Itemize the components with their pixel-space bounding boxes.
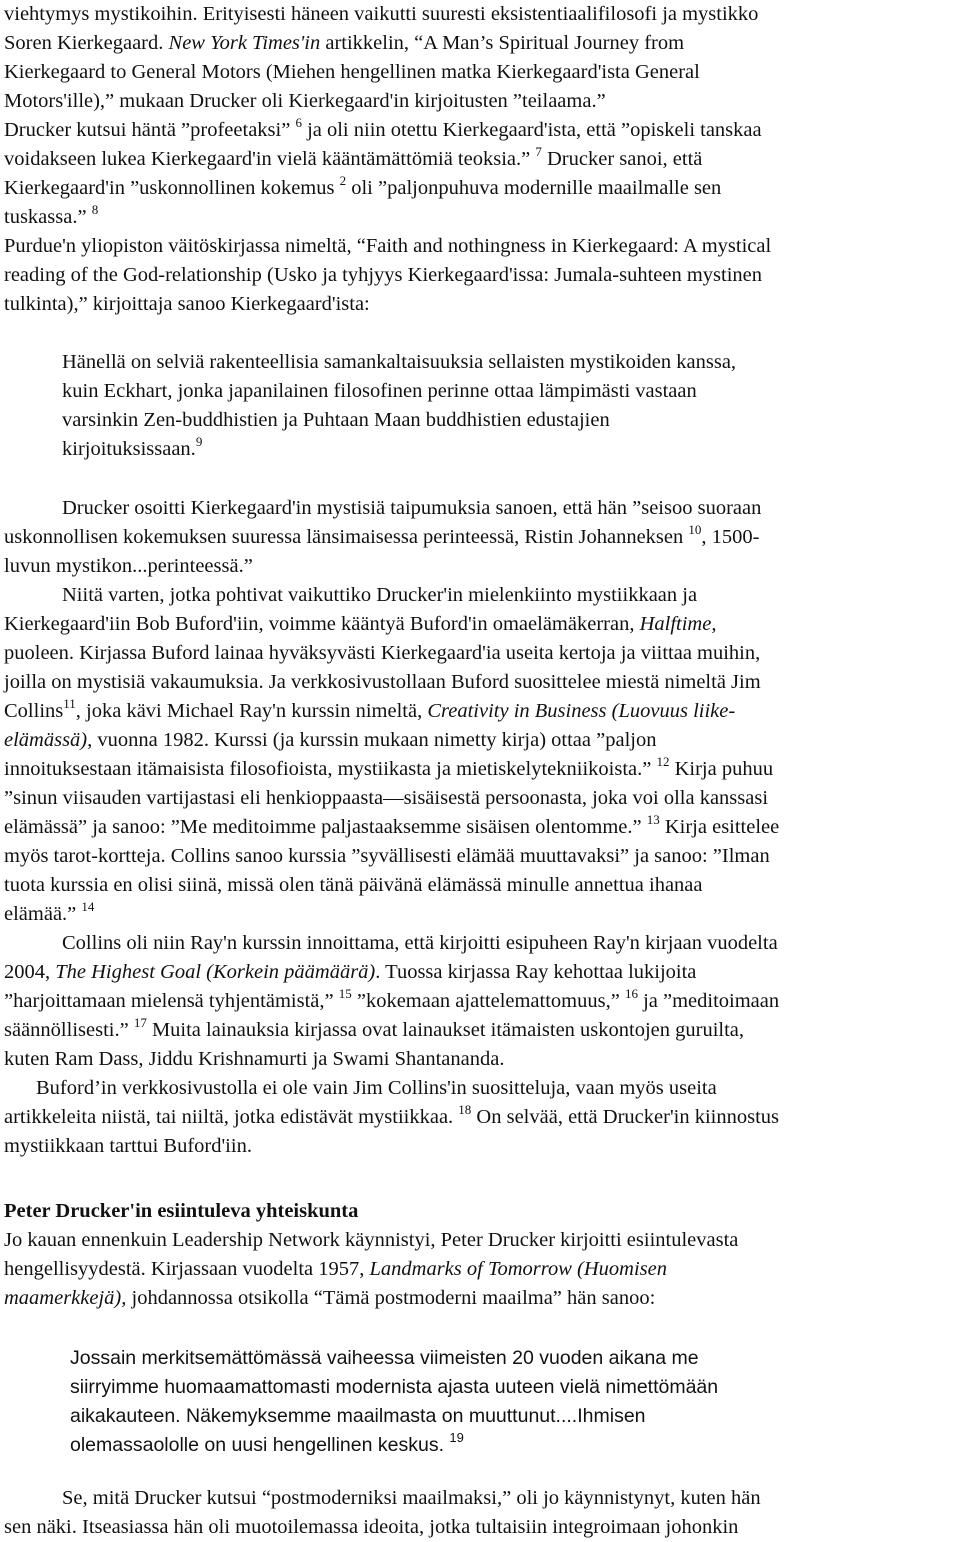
text-line: hengellisyydestä. Kirjassaan vuodelta 1957, Landmarks of Tomorrow (Huomisen: [4, 1258, 667, 1280]
text-line: kuten Ram Dass, Jiddu Krishnamurti ja Swami Shantananda.: [4, 1048, 505, 1070]
text-line: elämää.” $^{14}$: [4, 899, 95, 925]
footnote-ref: 13: [646, 812, 660, 827]
text-line: Niitä varten, jotka pohtivat vaikuttiko Drucker'in mielenkiinto mystiikkaan ja: [62, 584, 698, 606]
text-line: joilla on mystisiä vakaumuksia. Ja verkkosivustollaan Buford suosittelee miestä nimeltä Jim: [4, 671, 761, 693]
text-line: sen näki. Itseasiassa hän oli muotoilemassa ideoita, jotka tultaisiin integroimaan johonkin: [4, 1516, 739, 1538]
footnote-ref: 14: [81, 899, 95, 914]
italic-title: elämässä),: [4, 729, 93, 751]
footnote-ref: 8: [91, 202, 99, 217]
block-quote-line: varsinkin Zen-buddhistien ja Puhtaan Maan buddhistien edustajien: [62, 409, 610, 431]
italic-title: Halftime,: [639, 613, 717, 635]
text-line: ”harjoittamaan mielensä tyhjentämistä,” $^{15}$ ”kokemaan ajattelemattomuus,” $^{16}$ ja ”meditoimaan: [4, 986, 780, 1012]
block-quote-line: Jossain merkitsemättömässä vaiheessa viimeisten 20 vuoden aikana me: [70, 1347, 699, 1369]
block-quote-line: Hänellä on selviä rakenteellisia samankaltaisuuksia sellaisten mystikoiden kanssa,: [62, 351, 737, 373]
footnote-ref: 17: [133, 1015, 147, 1030]
text-line: Collins oli niin Ray'n kurssin innoittama, että kirjoitti esipuheen Ray'n kirjaan vuodelta: [62, 932, 778, 954]
text-line: elämässä), vuonna 1982. Kurssi (ja kurssin mukaan nimetty kirja) ottaa ”paljon: [4, 729, 657, 751]
italic-title: The Highest Goal (Korkein päämäärä): [55, 961, 376, 983]
footnote-ref: 9: [195, 434, 203, 449]
block-quote-line: siirryimme huomaamattomasti modernista ajasta uuteen vielä nimettömään: [70, 1376, 719, 1398]
footnote-ref: 10: [688, 522, 702, 537]
text-line: mystiikkaan tarttui Buford'iin.: [4, 1135, 252, 1157]
footnote-ref: 11: [63, 696, 76, 711]
text-line: myös tarot-kortteja. Collins sanoo kurssia ”syvällisesti elämää muuttavaksi” ja sanoo: ”Ilman: [4, 845, 770, 867]
text-line: artikkeleita niistä, tai niiltä, jotka edistävät mystiikkaa. $^{18}$ On selvää, että Drucker'in kiinnostus: [4, 1102, 779, 1128]
text-line: Kierkegaard'in ”uskonnollinen kokemus $^2$ oli ”paljonpuhuva modernille maailmalle sen: [4, 173, 722, 199]
footnote-ref: 2: [339, 173, 347, 188]
text-line: Drucker kutsui häntä ”profeetaksi” $^6$ ja oli niin otettu Kierkegaard'ista, että ”opiskeli tanskaa: [4, 115, 762, 141]
text-line: viehtymys mystikoihin. Erityisesti häneen vaikutti suuresti eksistentiaalifilosofi ja mystikko: [4, 3, 759, 25]
italic-title: Creativity in Business (Luovuus liike-: [427, 700, 736, 722]
text-line: Drucker osoitti Kierkegaard'in mystisiä taipumuksia sanoen, että hän ”seisoo suoraan: [62, 497, 762, 519]
text-line: Collins$^{11}$, joka kävi Michael Ray'n kurssin nimeltä, Creativity in Business (Luovuus liike-: [4, 696, 736, 722]
block-quote-line: aikakauteen. Näkemyksemme maailmasta on muuttunut....Ihmisen: [70, 1405, 646, 1427]
text-line: Soren Kierkegaard. New York Times'in artikkelin, “A Man’s Spiritual Journey from: [4, 32, 685, 54]
text-line: tuskassa.” $^8$: [4, 202, 99, 228]
footnote-ref: 12: [656, 754, 670, 769]
block-quote-line: kirjoituksissaan.$^9$: [62, 434, 203, 460]
text-line: Purdue'n yliopiston väitöskirjassa nimeltä, “Faith and nothingness in Kierkegaard: A mystical: [4, 235, 772, 257]
footnote-ref: 19: [449, 1430, 464, 1445]
footnote-ref: 16: [624, 986, 638, 1001]
text-line: tulkinta),” kirjoittaja sanoo Kierkegaard'ista:: [4, 293, 370, 315]
footnote-ref: 6: [295, 115, 302, 130]
section-heading: Peter Drucker'in esiintuleva yhteiskunta: [4, 1200, 359, 1222]
footnote-ref: 18: [458, 1102, 472, 1117]
text-line: tuota kurssia en olisi siinä, missä olen tänä päivänä elämässä minulle annettua ihanaa: [4, 874, 703, 896]
text-line: puoleen. Kirjassa Buford lainaa hyväksyvästi Kierkegaard'ia useita kertoja ja viittaa muihin,: [4, 642, 761, 664]
text-line: elämässä” ja sanoo: ”Me meditoimme paljastaaksemme sisäisen olentomme.” $^{13}$ Kirja esittelee: [4, 812, 780, 838]
text-line: säännöllisesti.” $^{17}$ Muita lainauksia kirjassa ovat lainaukset itämaisten uskontojen guruilta,: [4, 1015, 745, 1041]
footnote-ref: 15: [338, 986, 352, 1001]
text-line: Kierkegaard to General Motors (Miehen hengellinen matka Kierkegaard'ista General: [4, 61, 700, 83]
block-quote-line: kuin Eckhart, jonka japanilainen filosofinen perinne ottaa lämpimästi vastaan: [62, 380, 697, 402]
text-line: Motors'ille),” mukaan Drucker oli Kierkegaard'in kirjoitusten ”teilaama.”: [4, 90, 606, 112]
text-line: maamerkkejä), johdannossa otsikolla “Tämä postmoderni maailma” hän sanoo:: [4, 1287, 656, 1309]
block-quote-line: olemassaololle on uusi hengellinen keskus. $^{19}$: [70, 1430, 464, 1456]
text-line: voidakseen lukea Kierkegaard'in vielä kääntämättömiä teoksia.” $^7$ Drucker sanoi, että: [4, 144, 703, 170]
italic-title: maamerkkejä),: [4, 1287, 127, 1309]
footnote-ref: 7: [535, 144, 542, 159]
text-line: 2004, The Highest Goal (Korkein päämäärä). Tuossa kirjassa Ray kehottaa lukijoita: [4, 961, 697, 983]
text-line: uskonnollisen kokemuksen suuressa länsimaisessa perinteessä, Ristin Johanneksen $^{10}$, 1500-: [4, 522, 760, 548]
text-line: reading of the God-relationship (Usko ja tyhjyys Kierkegaard'issa: Jumala-suhteen mystinen: [4, 264, 763, 286]
text-line: Se, mitä Drucker kutsui “postmoderniksi maailmaksi,” oli jo käynnistynyt, kuten hän: [62, 1487, 761, 1509]
text-line: luvun mystikon...perinteessä.”: [4, 555, 253, 577]
italic-title: Landmarks of Tomorrow (Huomisen: [369, 1258, 667, 1280]
text-line: Jo kauan ennenkuin Leadership Network käynnistyi, Peter Drucker kirjoitti esiintulevasta: [4, 1229, 739, 1251]
text-line: ”sinun viisauden vartijastasi eli henkioppaasta—sisäisestä persoonasta, joka voi olla kanssasi: [4, 787, 769, 809]
text-line: innoituksestaan itämaisista filosofioista, mystiikasta ja mietiskelytekniikoista.” $^{12}$ Kirja puhuu: [4, 754, 774, 780]
text-line: Kierkegaard'iin Bob Buford'iin, voimme kääntyä Buford'in omaelämäkerran, Halftime,: [4, 613, 717, 635]
italic-title: New York Times'in: [168, 32, 321, 54]
text-line: Buford’in verkkosivustolla ei ole vain Jim Collins'in suositteluja, vaan myös useita: [36, 1077, 717, 1099]
